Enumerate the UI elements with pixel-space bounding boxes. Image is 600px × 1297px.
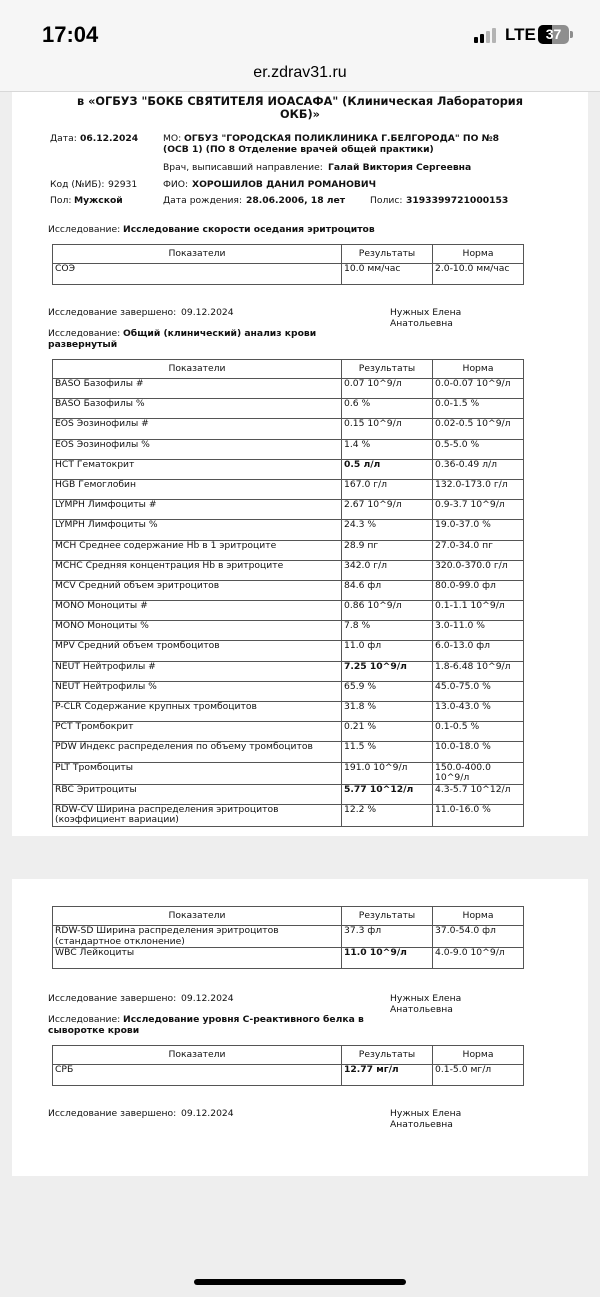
indicator-cell: MCHC Средняя концентрация Hb в эритроците xyxy=(53,560,342,580)
indicator-cell: LYMPH Лимфоциты % xyxy=(53,520,342,540)
study1-title: Исследование скорости оседания эритроцитов xyxy=(123,224,375,235)
indicator-cell: RDW-SD Ширина распределения эритроцитов (стандартное отклонение) xyxy=(53,926,342,948)
study2-label: Исследование: xyxy=(48,328,121,339)
indicator-cell: PDW Индекс распределения по объему тромбоцитов xyxy=(53,742,342,762)
study2-title-line2: развернутый xyxy=(48,339,118,350)
indicator-cell: СОЭ xyxy=(53,264,342,285)
norm-cell: 150.0-400.0 10^9/л xyxy=(433,762,524,784)
norm-cell: 0.1-1.1 10^9/л xyxy=(433,601,524,621)
result-cell: 11.0 10^9/л xyxy=(342,948,433,969)
result-cell: 12.77 мг/л xyxy=(342,1065,433,1086)
network-type: LTE xyxy=(505,25,536,44)
sex-value: Мужской xyxy=(74,195,123,206)
table-row xyxy=(53,641,524,661)
table-row xyxy=(53,459,524,479)
norm-cell: 37.0-54.0 фл xyxy=(433,926,524,948)
status-bar xyxy=(0,0,600,58)
norm-cell: 132.0-173.0 г/л xyxy=(433,479,524,499)
clock: 17:04 xyxy=(42,22,99,47)
col-result: Результаты xyxy=(342,1046,433,1065)
table-row xyxy=(53,439,524,459)
code-label: Код (№ИБ): xyxy=(50,179,105,190)
table-row xyxy=(53,948,524,969)
study2-completed-label: Исследование завершено: xyxy=(48,993,177,1004)
table-row xyxy=(53,479,524,499)
table-row xyxy=(53,926,524,948)
indicator-cell: BASO Базофилы # xyxy=(53,379,342,399)
lab-header-line2: ОКБ)» xyxy=(280,108,320,121)
table-row xyxy=(53,762,524,784)
result-cell: 0.07 10^9/л xyxy=(342,379,433,399)
result-cell: 0.86 10^9/л xyxy=(342,601,433,621)
indicator-cell: PLT Тромбоциты xyxy=(53,762,342,784)
result-cell: 167.0 г/л xyxy=(342,479,433,499)
birth-label: Дата рождения: xyxy=(163,195,243,206)
norm-cell: 6.0-13.0 фл xyxy=(433,641,524,661)
table-row xyxy=(53,722,524,742)
table-row xyxy=(53,399,524,419)
mo-label: МО: xyxy=(163,133,182,144)
norm-cell: 3.0-11.0 % xyxy=(433,621,524,641)
study2-completed-date: 09.12.2024 xyxy=(181,993,234,1004)
cbc-results-table-continued xyxy=(52,906,524,969)
date-label: Дата: xyxy=(50,133,77,144)
study1-completed-date: 09.12.2024 xyxy=(181,307,234,318)
norm-cell: 11.0-16.0 % xyxy=(433,804,524,826)
indicator-cell: PCT Тромбокрит xyxy=(53,722,342,742)
indicator-cell: P-CLR Содержание крупных тромбоцитов xyxy=(53,702,342,722)
esr-results-table xyxy=(52,244,524,285)
indicator-cell: LYMPH Лимфоциты # xyxy=(53,500,342,520)
table-row xyxy=(53,661,524,681)
result-cell: 5.77 10^12/л xyxy=(342,784,433,804)
doctor-value: Галай Виктория Сергеевна xyxy=(328,162,472,173)
cellular-signal-icon xyxy=(474,27,498,43)
url-text[interactable]: er.zdrav31.ru xyxy=(253,64,347,81)
norm-cell: 2.0-10.0 мм/час xyxy=(433,264,524,285)
result-cell: 10.0 мм/час xyxy=(342,264,433,285)
table-row xyxy=(53,419,524,439)
indicator-cell: HCT Гематокрит xyxy=(53,459,342,479)
indicator-cell: NEUT Нейтрофилы % xyxy=(53,681,342,701)
result-cell: 7.8 % xyxy=(342,621,433,641)
col-indicator: Показатели xyxy=(53,245,342,264)
result-cell: 0.6 % xyxy=(342,399,433,419)
patient-name: ХОРОШИЛОВ ДАНИЛ РОМАНОВИЧ xyxy=(192,179,377,190)
doctor-label: Врач, выписавший направление: xyxy=(163,162,323,173)
result-cell: 11.0 фл xyxy=(342,641,433,661)
norm-cell: 0.9-3.7 10^9/л xyxy=(433,500,524,520)
result-cell: 11.5 % xyxy=(342,742,433,762)
result-cell: 0.21 % xyxy=(342,722,433,742)
result-cell: 7.25 10^9/л xyxy=(342,661,433,681)
table-row xyxy=(53,520,524,540)
col-norm: Норма xyxy=(433,245,524,264)
indicator-cell: WBC Лейкоциты xyxy=(53,948,342,969)
study3-completed-date: 09.12.2024 xyxy=(181,1108,234,1119)
study2-performer-line1: Нужных Елена xyxy=(390,993,462,1004)
cbc-results-table xyxy=(52,359,524,827)
policy-value: 3193399721000153 xyxy=(406,195,509,206)
home-indicator[interactable] xyxy=(194,1279,406,1285)
indicator-cell: MCV Средний объем эритроцитов xyxy=(53,580,342,600)
study1-completed-label: Исследование завершено: xyxy=(48,307,177,318)
date-value: 06.12.2024 xyxy=(80,133,139,144)
study1-label: Исследование: xyxy=(48,224,121,235)
norm-cell: 0.5-5.0 % xyxy=(433,439,524,459)
result-cell: 24.3 % xyxy=(342,520,433,540)
indicator-cell: RDW-CV Ширина распределения эритроцитов (коэффициент вариации) xyxy=(53,804,342,826)
lab-header-line1: в «ОГБУЗ "БОКБ СВЯТИТЕЛЯ ИОАСАФА" (Клиническая Лаборатория xyxy=(77,95,523,108)
result-cell: 1.4 % xyxy=(342,439,433,459)
norm-cell: 13.0-43.0 % xyxy=(433,702,524,722)
table-row xyxy=(53,560,524,580)
study3-title-line1: Исследование уровня С-реактивного белка в xyxy=(123,1014,364,1025)
result-cell: 65.9 % xyxy=(342,681,433,701)
norm-cell: 80.0-99.0 фл xyxy=(433,580,524,600)
col-norm: Норма xyxy=(433,907,524,926)
mo-line2: (ОСВ 1) (ПО 8 Отделение врачей общей практики) xyxy=(163,144,434,155)
sex-label: Пол: xyxy=(50,195,72,206)
study3-title-line2: сыворотке крови xyxy=(48,1025,140,1036)
indicator-cell: NEUT Нейтрофилы # xyxy=(53,661,342,681)
norm-cell: 1.8-6.48 10^9/л xyxy=(433,661,524,681)
table-row xyxy=(53,601,524,621)
indicator-cell: MPV Средний объем тромбоцитов xyxy=(53,641,342,661)
norm-cell: 0.1-0.5 % xyxy=(433,722,524,742)
col-norm: Норма xyxy=(433,1046,524,1065)
table-row xyxy=(53,784,524,804)
crp-results-table xyxy=(52,1045,524,1086)
col-norm: Норма xyxy=(433,360,524,379)
document-page-2 xyxy=(12,879,588,1176)
result-cell: 12.2 % xyxy=(342,804,433,826)
result-cell: 191.0 10^9/л xyxy=(342,762,433,784)
browser-address-bar[interactable] xyxy=(0,58,600,92)
indicator-cell: MCH Среднее содержание Hb в 1 эритроците xyxy=(53,540,342,560)
table-row xyxy=(53,804,524,826)
norm-cell: 0.36-0.49 л/л xyxy=(433,459,524,479)
result-cell: 37.3 фл xyxy=(342,926,433,948)
code-value: 92931 xyxy=(108,179,138,190)
table-row xyxy=(53,621,524,641)
indicator-cell: MONO Моноциты # xyxy=(53,601,342,621)
col-result: Результаты xyxy=(342,245,433,264)
col-indicator: Показатели xyxy=(53,1046,342,1065)
norm-cell: 4.3-5.7 10^12/л xyxy=(433,784,524,804)
table-row xyxy=(53,742,524,762)
battery-icon xyxy=(538,25,569,44)
norm-cell: 0.1-5.0 мг/л xyxy=(433,1065,524,1086)
indicator-cell: MONO Моноциты % xyxy=(53,621,342,641)
indicator-cell: BASO Базофилы % xyxy=(53,399,342,419)
birth-value: 28.06.2006, 18 лет xyxy=(246,195,346,206)
mo-line1: ОГБУЗ "ГОРОДСКАЯ ПОЛИКЛИНИКА Г.БЕЛГОРОДА" ПО №8 xyxy=(184,133,500,144)
norm-cell: 320.0-370.0 г/л xyxy=(433,560,524,580)
study1-performer-line1: Нужных Елена xyxy=(390,307,462,318)
norm-cell: 27.0-34.0 пг xyxy=(433,540,524,560)
indicator-cell: EOS Эозинофилы # xyxy=(53,419,342,439)
battery-level: 37 xyxy=(545,26,562,42)
result-cell: 0.15 10^9/л xyxy=(342,419,433,439)
norm-cell: 45.0-75.0 % xyxy=(433,681,524,701)
col-result: Результаты xyxy=(342,907,433,926)
study3-performer-line2: Анатольевна xyxy=(390,1119,453,1130)
document-page-1 xyxy=(12,92,588,836)
table-row xyxy=(53,540,524,560)
col-indicator: Показатели xyxy=(53,360,342,379)
study1-performer-line2: Анатольевна xyxy=(390,318,453,329)
indicator-cell: EOS Эозинофилы % xyxy=(53,439,342,459)
study2-title-line1: Общий (клинический) анализ крови xyxy=(123,328,317,339)
fio-label: ФИО: xyxy=(163,179,189,190)
study3-label: Исследование: xyxy=(48,1014,121,1025)
col-indicator: Показатели xyxy=(53,907,342,926)
result-cell: 28.9 пг xyxy=(342,540,433,560)
norm-cell: 4.0-9.0 10^9/л xyxy=(433,948,524,969)
result-cell: 0.5 л/л xyxy=(342,459,433,479)
norm-cell: 19.0-37.0 % xyxy=(433,520,524,540)
battery-tip xyxy=(570,31,573,38)
policy-label: Полис: xyxy=(370,195,403,206)
indicator-cell: СРБ xyxy=(53,1065,342,1086)
indicator-cell: HGB Гемоглобин xyxy=(53,479,342,499)
table-row xyxy=(53,264,524,285)
study2-performer-line2: Анатольевна xyxy=(390,1004,453,1015)
norm-cell: 0.0-1.5 % xyxy=(433,399,524,419)
norm-cell: 0.02-0.5 10^9/л xyxy=(433,419,524,439)
study3-completed-label: Исследование завершено: xyxy=(48,1108,177,1119)
table-row xyxy=(53,702,524,722)
norm-cell: 10.0-18.0 % xyxy=(433,742,524,762)
table-row xyxy=(53,580,524,600)
result-cell: 84.6 фл xyxy=(342,580,433,600)
col-result: Результаты xyxy=(342,360,433,379)
study3-performer-line1: Нужных Елена xyxy=(390,1108,462,1119)
norm-cell: 0.0-0.07 10^9/л xyxy=(433,379,524,399)
indicator-cell: RBC Эритроциты xyxy=(53,784,342,804)
table-row xyxy=(53,500,524,520)
result-cell: 31.8 % xyxy=(342,702,433,722)
table-row xyxy=(53,1065,524,1086)
table-row xyxy=(53,681,524,701)
result-cell: 2.67 10^9/л xyxy=(342,500,433,520)
table-row xyxy=(53,379,524,399)
result-cell: 342.0 г/л xyxy=(342,560,433,580)
